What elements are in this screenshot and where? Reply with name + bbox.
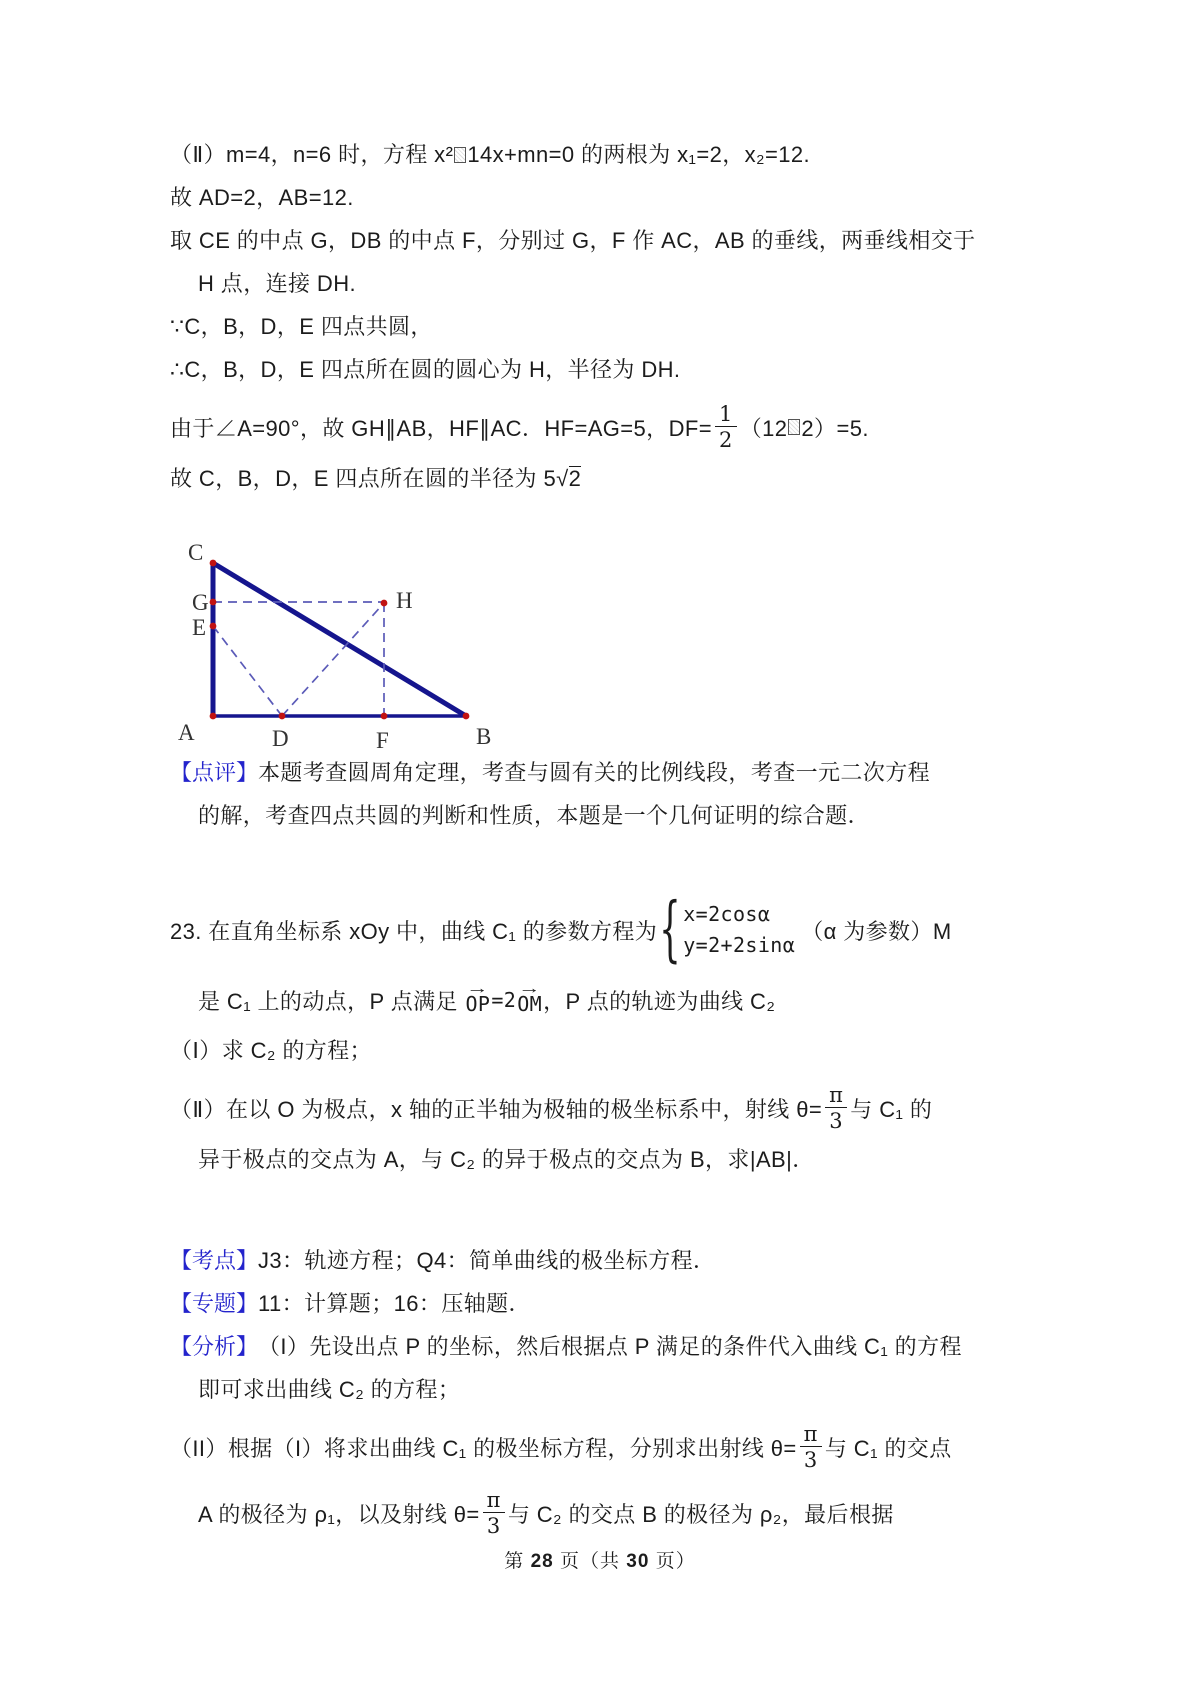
point-dot-D (279, 713, 286, 720)
fraction-numerator: π (829, 1082, 844, 1107)
solution-line-ad-ab (170, 181, 980, 210)
vector-OM (517, 980, 543, 1016)
footer-text: 第 (504, 1551, 531, 1572)
q23-text: 是 C₁ 上的动点，P 点满足 (198, 988, 458, 1014)
equation-x: x=2cosα (683, 902, 771, 926)
fraction-denominator: 2 (715, 426, 737, 452)
fenxi-text: 即可求出曲线 C₂ 的方程； (198, 1377, 461, 1402)
comment-label: 【点评】 (170, 760, 259, 785)
fraction-pi-third (800, 1422, 822, 1472)
point-label-E: E (192, 615, 207, 640)
comment-line-1 (170, 756, 980, 785)
kaodian-text: J3：轨迹方程；Q4：简单曲线的极坐标方程． (258, 1248, 716, 1273)
kaodian-line (170, 1244, 980, 1273)
fenxi-line-4 (170, 1482, 980, 1544)
fenxi-line-3 (170, 1416, 980, 1478)
vector-arrow-icon: → (466, 980, 490, 997)
q23-part2-line2 (170, 1143, 980, 1172)
sqrt-sign: √ (556, 466, 569, 491)
solution-line-connect-dh (170, 267, 980, 296)
kaodian-label: 【考点】 (170, 1248, 259, 1273)
point-dot-F (381, 713, 388, 720)
zhuanti-label: 【专题】 (170, 1291, 259, 1316)
fenxi-text: （I）先设出点 P 的坐标，然后根据点 P 满足的条件代入曲线 C₁ 的方程 (258, 1334, 962, 1359)
point-dot-H (381, 600, 388, 607)
radicand: 2 (568, 466, 582, 491)
vector-OP (465, 980, 491, 1016)
q23-text: ，P 点的轨迹为曲线 C₂ (543, 988, 776, 1014)
fraction-denominator: 3 (800, 1446, 822, 1472)
point-label-A: A (178, 720, 195, 745)
comment-text: 本题考查圆周角定理，考查与圆有关的比例线段，考查一元二次方程 (258, 760, 931, 785)
equation-y: y=2+2sinα (683, 933, 796, 957)
point-dot-G (210, 599, 217, 606)
point-label-G: G (192, 590, 209, 615)
spacer (170, 842, 980, 882)
missing-glyph-box (788, 419, 800, 435)
fraction-numerator: π (486, 1487, 501, 1512)
dashed-ED (213, 626, 282, 716)
footer-page-indicator (0, 1546, 1200, 1573)
solution-text: 2）=5. (801, 415, 869, 441)
solution-text: ∴C，B，D，E 四点所在圆的圆心为 H，半径为 DH. (170, 357, 681, 382)
vector-text: OP (465, 992, 491, 1016)
fraction-denominator: 3 (825, 1107, 847, 1133)
radical-expression (556, 466, 581, 492)
page-content (170, 138, 980, 1548)
q23-intro-line (170, 882, 980, 978)
footer-total-pages: 30 (626, 1551, 650, 1572)
fraction-numerator: 1 (718, 401, 733, 426)
point-label-C: C (188, 540, 204, 565)
fraction-denominator: 3 (483, 1512, 505, 1538)
footer-text: 页） (649, 1551, 696, 1572)
zhuanti-text: 11：计算题；16：压轴题． (258, 1291, 531, 1316)
solution-text: 由于∠A=90°，故 GH∥AB，HF∥AC．HF=AG=5，DF= (170, 415, 712, 441)
solution-line-midpoints (170, 224, 980, 253)
solution-line-radius (170, 462, 980, 492)
solution-text: 故 C，B，D，E 四点所在圆的半径为 5 (170, 466, 557, 491)
point-label-H: H (396, 588, 413, 613)
comment-line-2 (170, 799, 980, 828)
solution-text: ∵C，B，D，E 四点共圆， (170, 314, 433, 339)
diagram-svg (154, 498, 514, 756)
fenxi-line-2 (170, 1373, 980, 1402)
vector-arrow-icon: → (518, 980, 542, 997)
point-dot-E (210, 623, 217, 630)
footer-text: 页（共 (553, 1551, 627, 1572)
vector-text: OM (517, 992, 543, 1016)
solution-text: 故 AD=2，AB=12. (170, 185, 354, 210)
fraction-pi-third (825, 1083, 847, 1133)
q23-text: （α 为参数）M (801, 918, 952, 944)
solution-line-df (170, 396, 980, 458)
footer-page-number: 28 (530, 1551, 554, 1572)
comment-text: 的解，考查四点共圆的判断和性质，本题是一个几何证明的综合题． (198, 803, 871, 828)
solution-text: （12 (739, 415, 788, 441)
point-dot-A (210, 713, 217, 720)
fenxi-text: 与 C₁ 的交点 (824, 1435, 952, 1461)
point-dot-C (210, 560, 217, 567)
point-label-F: F (376, 728, 389, 753)
solution-text: 取 CE 的中点 G，DB 的中点 F，分别过 G，F 作 AC，AB 的垂线，两垂线相交于 (170, 228, 976, 253)
q23-part2-line (170, 1077, 980, 1139)
parametric-system (659, 888, 796, 972)
fraction-one-half (715, 402, 737, 452)
fenxi-text: A 的极径为 ρ₁，以及射线 θ= (198, 1501, 480, 1527)
q23-text: （Ⅱ）在以 O 为极点，x 轴的正半轴为极轴的极坐标系中，射线 θ= (170, 1096, 823, 1122)
point-label-B: B (476, 724, 492, 749)
solution-text: H 点，连接 DH. (198, 271, 357, 296)
q23-text: 异于极点的交点为 A，与 C₂ 的异于极点的交点为 B，求|AB|． (198, 1147, 815, 1172)
q23-part1-line (170, 1034, 980, 1063)
fenxi-text: 与 C₂ 的交点 B 的极径为 ρ₂，最后根据 (507, 1501, 894, 1527)
side-CB (213, 563, 466, 716)
system-brace: { (659, 888, 682, 972)
solution-line-roots (170, 138, 980, 167)
q23-text: 23. 在直角坐标系 xOy 中，曲线 C₁ 的参数方程为 (170, 918, 658, 944)
fenxi-label: 【分析】 (170, 1334, 259, 1359)
missing-glyph-box (454, 147, 466, 163)
q23-text: （Ⅰ）求 C₂ 的方程； (170, 1038, 372, 1063)
fraction-numerator: π (803, 1421, 818, 1446)
geometry-diagram (154, 498, 980, 756)
solution-line-center-h (170, 353, 980, 382)
zhuanti-line (170, 1287, 980, 1316)
q23-line-2 (170, 980, 980, 1020)
fraction-pi-third (483, 1488, 505, 1538)
q23-text: =2 (491, 988, 517, 1012)
point-dot-B (463, 713, 470, 720)
solution-text: （Ⅱ）m=4，n=6 时，方程 x² (170, 142, 454, 167)
fenxi-text: （II）根据（I）将求出曲线 C₁ 的极坐标方程，分别求出射线 θ= (170, 1435, 797, 1461)
fenxi-line-1 (170, 1330, 980, 1359)
point-label-D: D (272, 726, 289, 751)
spacer (170, 1186, 980, 1244)
solution-text: 14x+mn=0 的两根为 x₁=2，x₂=12. (467, 142, 810, 167)
solution-line-concyclic (170, 310, 980, 339)
q23-text: 与 C₁ 的 (850, 1096, 933, 1122)
